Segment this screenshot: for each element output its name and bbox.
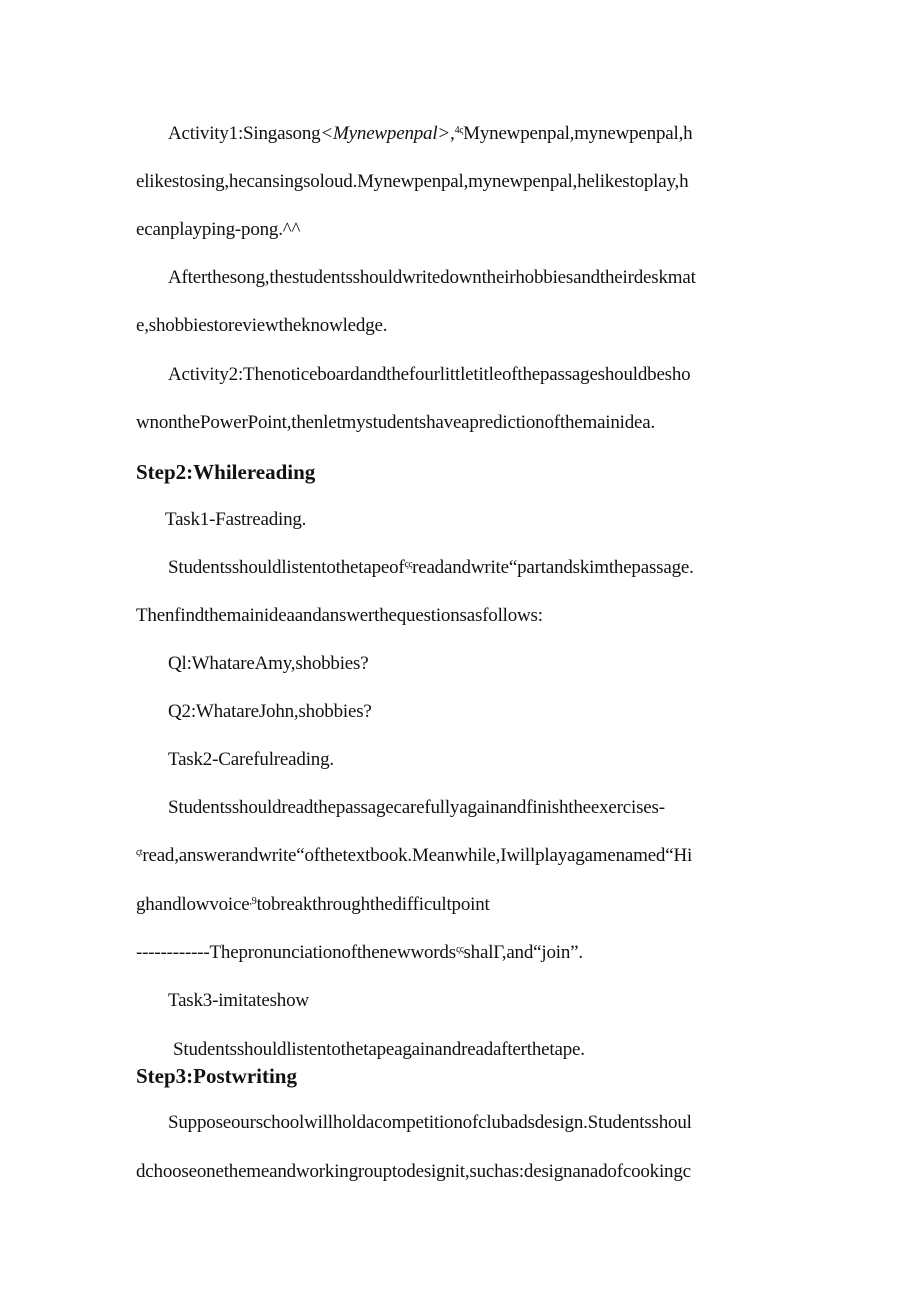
paragraph-line: Ql:WhatareAmy,shobbies?	[168, 653, 369, 674]
paragraph-line: Task3-imitateshow	[168, 990, 309, 1011]
paragraph-line: wnonthePowerPoint,thenletmystudentshaveapredictionofthemainidea.	[136, 412, 656, 433]
paragraph-line: Studentsshouldreadthepassagecarefullyagainandfinishtheexercises-	[168, 797, 665, 818]
paragraph-line: ecanplayping-pong.^^	[136, 219, 301, 240]
paragraph-line: Activity2:Thenoticeboardandthefourlittletitleofthepassageshouldbesho	[168, 364, 691, 385]
paragraph-line: Q2:WhatareJohn,shobbies?	[168, 701, 372, 722]
paragraph-line: dchooseonethemeandworkingrouptodesignit,suchas:designanadofcookingc	[136, 1161, 691, 1182]
paragraph-line: Task2-Carefulreading.	[168, 749, 334, 770]
section-heading: Step2:Whilereading	[136, 460, 316, 484]
paragraph-line: e,shobbiestoreviewtheknowledge.	[136, 315, 388, 336]
paragraph-line: Supposeourschoolwillholdacompetitionofclubadsdesign.Studentsshoul	[168, 1112, 692, 1133]
section-heading: Step3:Postwriting	[136, 1064, 297, 1088]
paragraph-line: elikestosing,hecansingsoloud.Mynewpenpal,mynewpenpal,helikestoplay,h	[136, 171, 689, 192]
paragraph-line: Afterthesong,thestudentsshouldwritedowntheirhobbiesandtheirdeskmat	[168, 267, 696, 288]
paragraph-line: ------------Thepronunciationofthenewwords$^{\varsigma\varsigma}$shalΓ,and“join”.	[136, 942, 583, 963]
paragraph-line: $^{\varsigma t}$read,answerandwrite“ofthetextbook.Meanwhile,Iwillplayagamenamed“Hi	[136, 845, 693, 866]
paragraph-line: Thenfindthemainideaandanswerthequestionsasfollows:	[136, 605, 543, 626]
paragraph-line: Studentsshouldlistentothetapeagainandreadafterthetape.	[173, 1039, 585, 1060]
paragraph-line: Activity1:Singasong<Mynewpenpal>,$^{4\varsigma}$Mynewpenpal,mynewpenpal,h	[168, 123, 693, 144]
paragraph-line: Task1-Fastreading.	[165, 509, 307, 530]
paragraph-line: ghandlowvoice$^{,9}$tobreakthroughthedifficultpoint	[136, 894, 490, 915]
paragraph-line: Studentsshouldlistentothetapeof$^{\varsigma\varsigma}$readandwrite“partandskimthepassage.	[168, 557, 694, 578]
